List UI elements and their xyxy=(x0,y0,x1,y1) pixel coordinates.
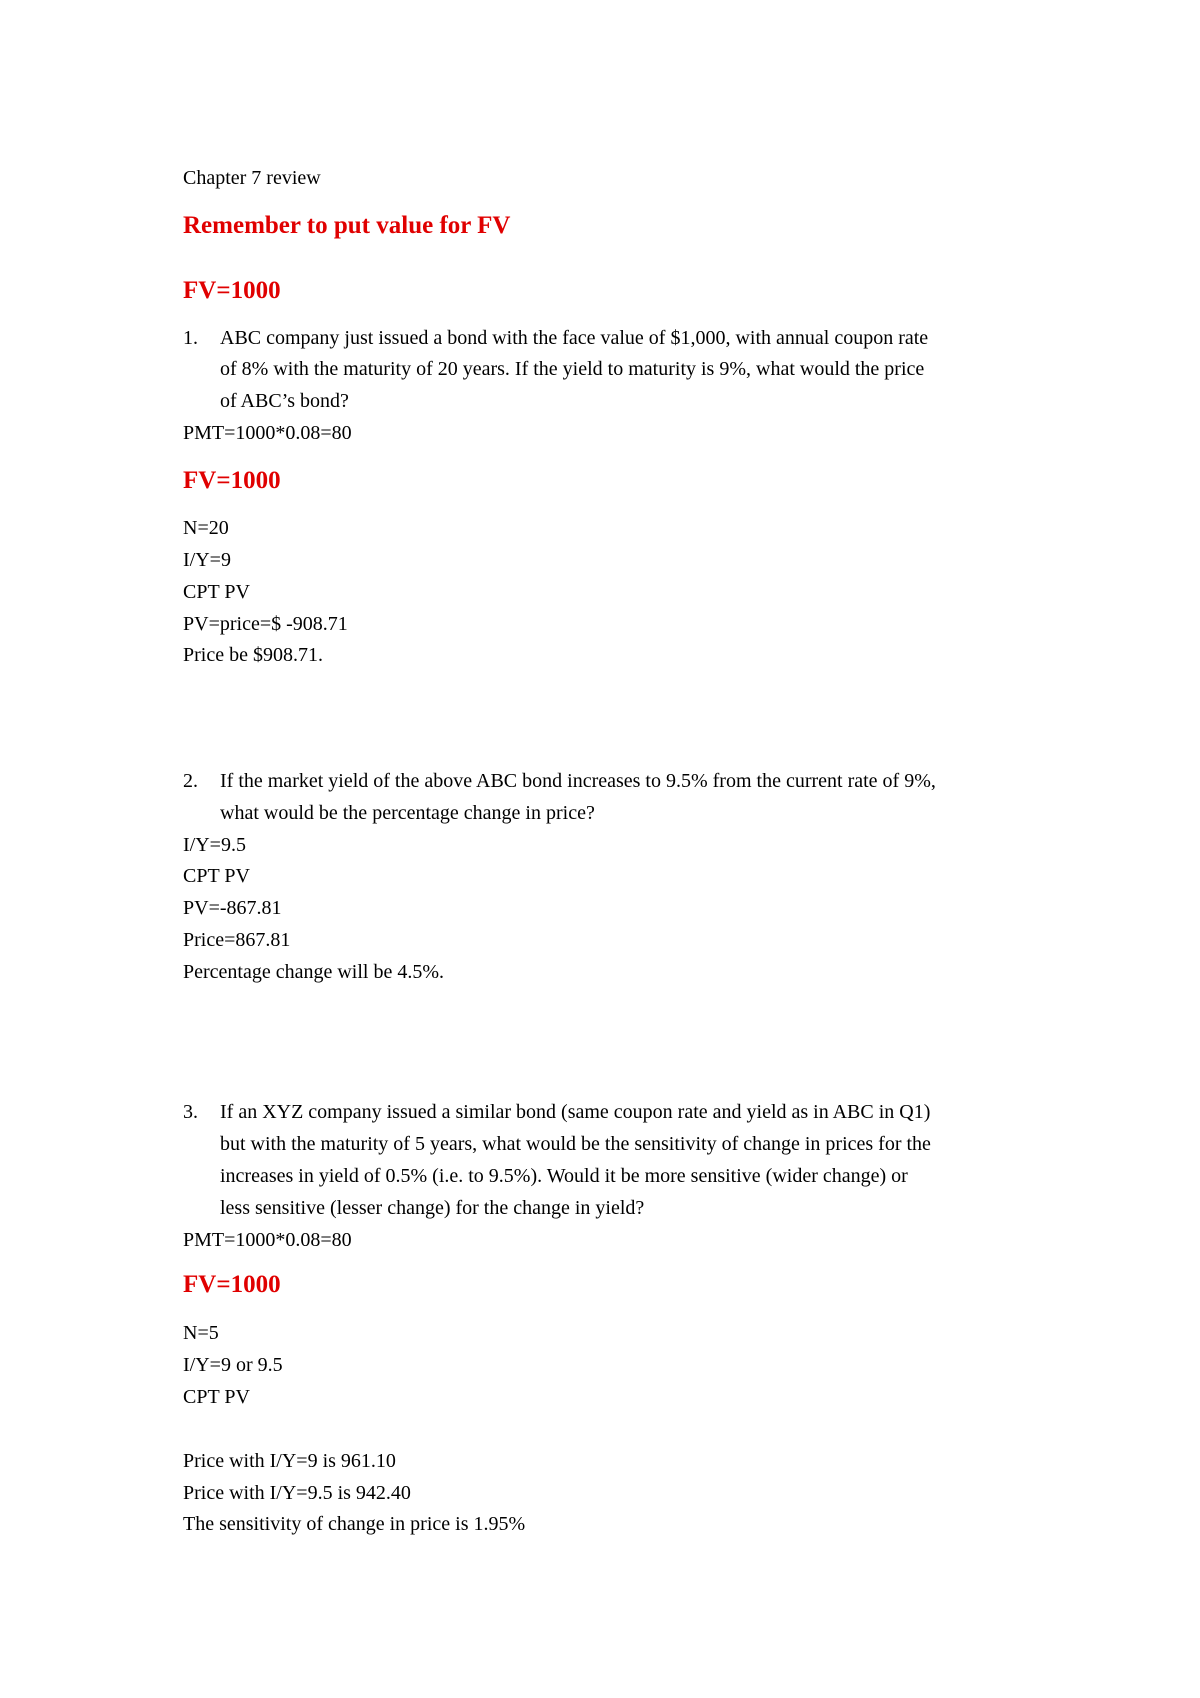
q3-step: CPT PV xyxy=(183,1386,250,1408)
q1-step: I/Y=9 xyxy=(183,549,231,571)
q2-number: 2. xyxy=(183,770,198,792)
q1-fv-heading: FV=1000 xyxy=(183,467,281,494)
q3-text-line: If an XYZ company issued a similar bond (same coupon rate and yield as in ABC in Q1) xyxy=(220,1101,931,1123)
q3-text-line: but with the maturity of 5 years, what would be the sensitivity of change in prices for the xyxy=(220,1133,931,1155)
reminder-heading: Remember to put value for FV xyxy=(183,212,511,239)
q2-step: PV=-867.81 xyxy=(183,897,282,919)
q3-number: 3. xyxy=(183,1101,198,1123)
q1-step: Price be $908.71. xyxy=(183,644,323,666)
q3-step: N=5 xyxy=(183,1322,219,1344)
q1-text-line: of ABC’s bond? xyxy=(220,390,349,412)
q2-step: CPT PV xyxy=(183,865,250,887)
q2-step: Percentage change will be 4.5%. xyxy=(183,961,445,983)
fv-heading: FV=1000 xyxy=(183,277,281,304)
q1-step: N=20 xyxy=(183,517,229,539)
q1-step: CPT PV xyxy=(183,581,250,603)
q1-step: PV=price=$ -908.71 xyxy=(183,613,348,635)
q3-pmt: PMT=1000*0.08=80 xyxy=(183,1229,352,1251)
q3-result: The sensitivity of change in price is 1.95% xyxy=(183,1513,526,1535)
q2-text-line: If the market yield of the above ABC bond increases to 9.5% from the current rate of 9%, xyxy=(220,770,936,792)
q3-step: I/Y=9 or 9.5 xyxy=(183,1354,283,1376)
chapter-title: Chapter 7 review xyxy=(183,167,321,189)
q3-result: Price with I/Y=9 is 961.10 xyxy=(183,1450,396,1472)
q2-step: I/Y=9.5 xyxy=(183,834,246,856)
q3-text-line: increases in yield of 0.5% (i.e. to 9.5%). Would it be more sensitive (wider change) or xyxy=(220,1165,908,1187)
q3-result: Price with I/Y=9.5 is 942.40 xyxy=(183,1482,411,1504)
q3-text-line: less sensitive (lesser change) for the change in yield? xyxy=(220,1197,645,1219)
q1-text-line: of 8% with the maturity of 20 years. If the yield to maturity is 9%, what would the price xyxy=(220,358,925,380)
q1-pmt: PMT=1000*0.08=80 xyxy=(183,422,352,444)
q1-text-line: ABC company just issued a bond with the face value of $1,000, with annual coupon rate xyxy=(220,327,929,349)
q2-text-line: what would be the percentage change in price? xyxy=(220,802,595,824)
q1-number: 1. xyxy=(183,327,198,349)
q3-fv-heading: FV=1000 xyxy=(183,1271,281,1298)
q2-step: Price=867.81 xyxy=(183,929,291,951)
